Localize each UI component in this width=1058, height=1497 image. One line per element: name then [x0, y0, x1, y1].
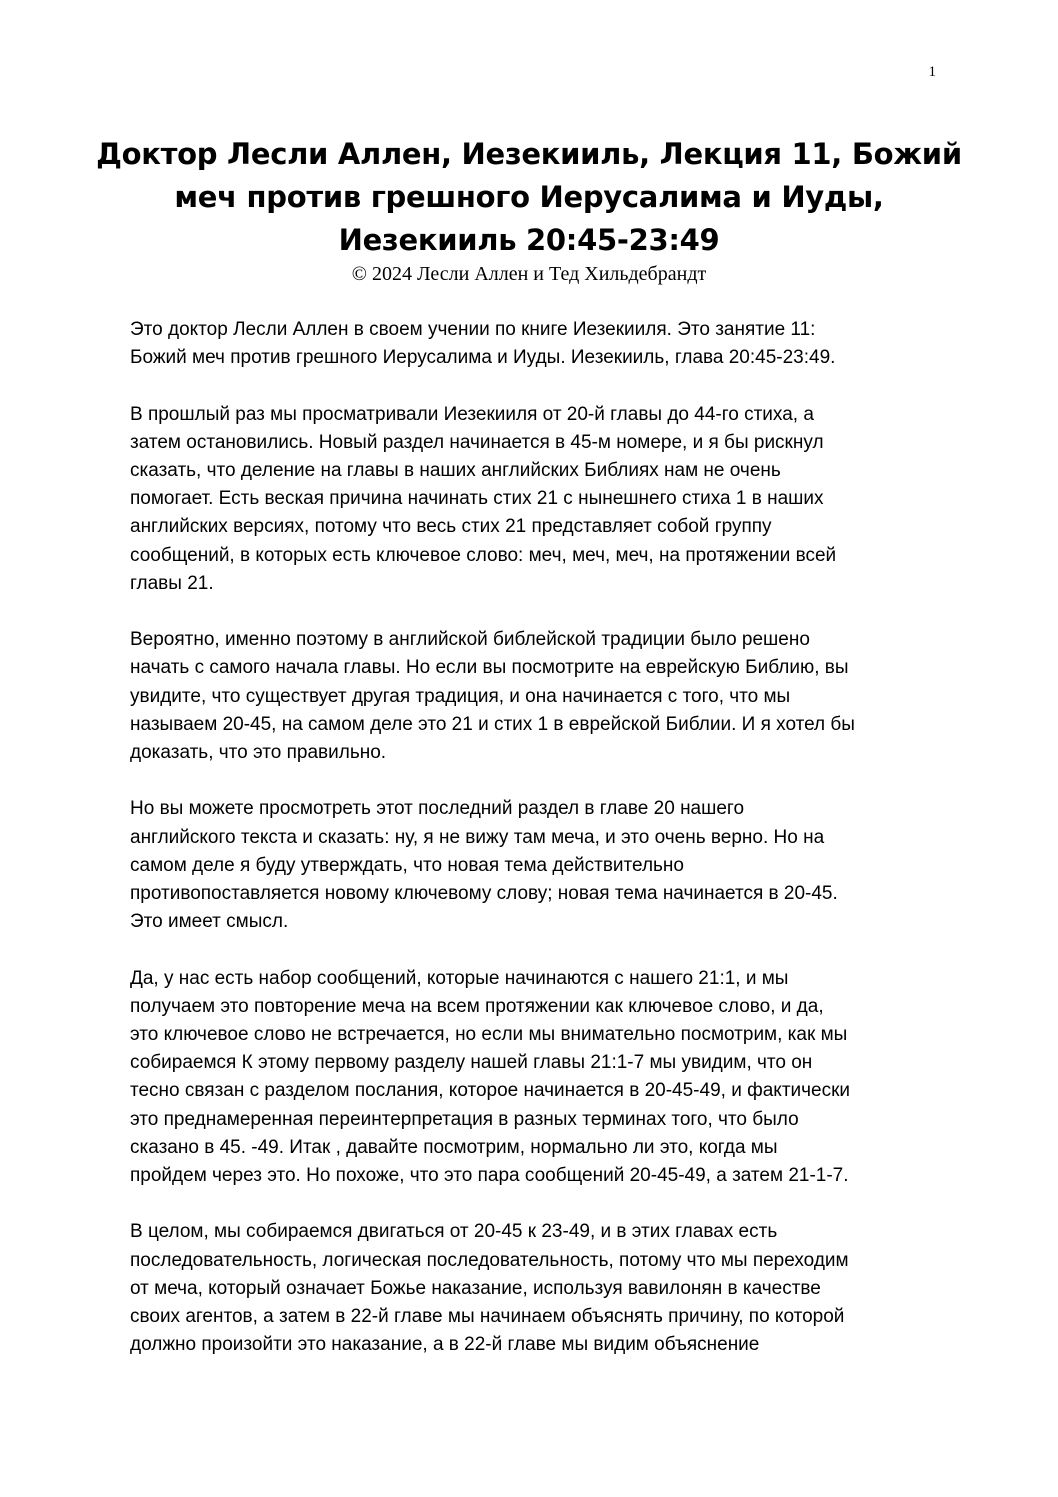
paragraph	[130, 316, 950, 372]
text-line: сказано в 45. -49. Итак , давайте посмотрим, нормально ли это, когда мы	[130, 1136, 778, 1158]
paragraph	[130, 401, 950, 598]
text-line: увидите, что существует другая традиция, и она начинается с того, что мы	[130, 685, 791, 707]
title-line: меч против грешного Иерусалима и Иуды,	[174, 180, 884, 214]
text-line: собираемся К этому первому разделу нашей главы 21:1-7 мы увидим, что он	[130, 1052, 813, 1074]
text-line: Это имеет смысл.	[130, 911, 289, 933]
text-line: сообщений, в которых есть ключевое слово: меч, меч, меч, на протяжении всей	[130, 544, 837, 566]
paragraph	[130, 795, 950, 936]
page-number: 1	[928, 64, 936, 80]
text-line: помогает. Есть веская причина начинать стих 21 с нынешнего стиха 1 в наших	[130, 488, 824, 510]
paragraph	[130, 626, 950, 767]
text-line: английских версиях, потому что весь стих 21 представляет собой группу	[130, 516, 772, 538]
text-line: начать с самого начала главы. Но если вы посмотрите на еврейскую Библию, вы	[130, 657, 849, 679]
text-line: своих агентов, а затем в 22-й главе мы начинаем объяснять причину, по которой	[130, 1306, 845, 1328]
title-line: Доктор Лесли Аллен, Иезекииль, Лекция 11, Божий	[96, 137, 962, 171]
text-line: самом деле я буду утверждать, что новая тема действительно	[130, 854, 684, 876]
text-line: главы 21.	[130, 572, 214, 594]
text-line: от меча, который означает Божье наказание, используя вавилонян в качестве	[130, 1277, 821, 1299]
copyright-notice: © 2024 Лесли Аллен и Тед Хильдебрандт	[351, 263, 707, 285]
text-line: должно произойти это наказание, а в 22-й главе мы видим объяснение	[130, 1334, 760, 1356]
text-line: Да, у нас есть набор сообщений, которые начинаются с нашего 21:1, и мы	[130, 967, 789, 989]
text-line: Но вы можете просмотреть этот последний раздел в главе 20 нашего	[130, 798, 745, 820]
text-line: получаем это повторение меча на всем протяжении как ключевое слово, и да,	[130, 995, 824, 1017]
text-line: тесно связан с разделом послания, которое начинается в 20-45-49, и фактически	[130, 1080, 851, 1102]
document-body	[130, 316, 950, 1388]
title-line: Иезекииль 20:45-23:49	[338, 223, 720, 257]
text-line: Это доктор Лесли Аллен в своем учении по книге Иезекииля. Это занятие 11:	[130, 319, 816, 340]
text-line: пройдем через это. Но похоже, что это пара сообщений 20-45-49, а затем 21-1-7.	[130, 1165, 849, 1187]
paragraph	[130, 965, 950, 1191]
text-line: называем 20-45, на самом деле это 21 и стих 1 в еврейской Библии. И я хотел бы	[130, 713, 855, 735]
text-line: Божий меч против грешного Иерусалима и Иуды. Иезекииль, глава 20:45-23:49.	[130, 347, 836, 369]
text-line: противопоставляется новому ключевому слову; новая тема начинается в 20-45.	[130, 883, 838, 905]
document-title	[95, 133, 963, 262]
text-line: Вероятно, именно поэтому в английской библейской традиции было решено	[130, 629, 810, 651]
text-line: В целом, мы собираемся двигаться от 20-45 к 23-49, и в этих главах есть	[130, 1221, 778, 1243]
text-line: это ключевое слово не встречается, но если мы внимательно посмотрим, как мы	[130, 1024, 848, 1046]
text-line: сказать, что деление на главы в наших английских Библиях нам не очень	[130, 460, 781, 481]
paragraph	[130, 1218, 950, 1359]
text-line: английского текста и сказать: ну, я не вижу там меча, и это очень верно. Но на	[130, 826, 825, 848]
text-line: доказать, что это правильно.	[130, 742, 387, 764]
text-line: В прошлый раз мы просматривали Иезекииля от 20-й главы до 44-го стиха, а	[130, 403, 814, 425]
text-line: последовательность, логическая последовательность, потому что мы переходим	[130, 1249, 849, 1271]
text-line: затем остановились. Новый раздел начинается в 45-м номере, и я бы рискнул	[130, 431, 824, 453]
text-line: это преднамеренная переинтерпретация в разных терминах того, что было	[130, 1108, 799, 1130]
